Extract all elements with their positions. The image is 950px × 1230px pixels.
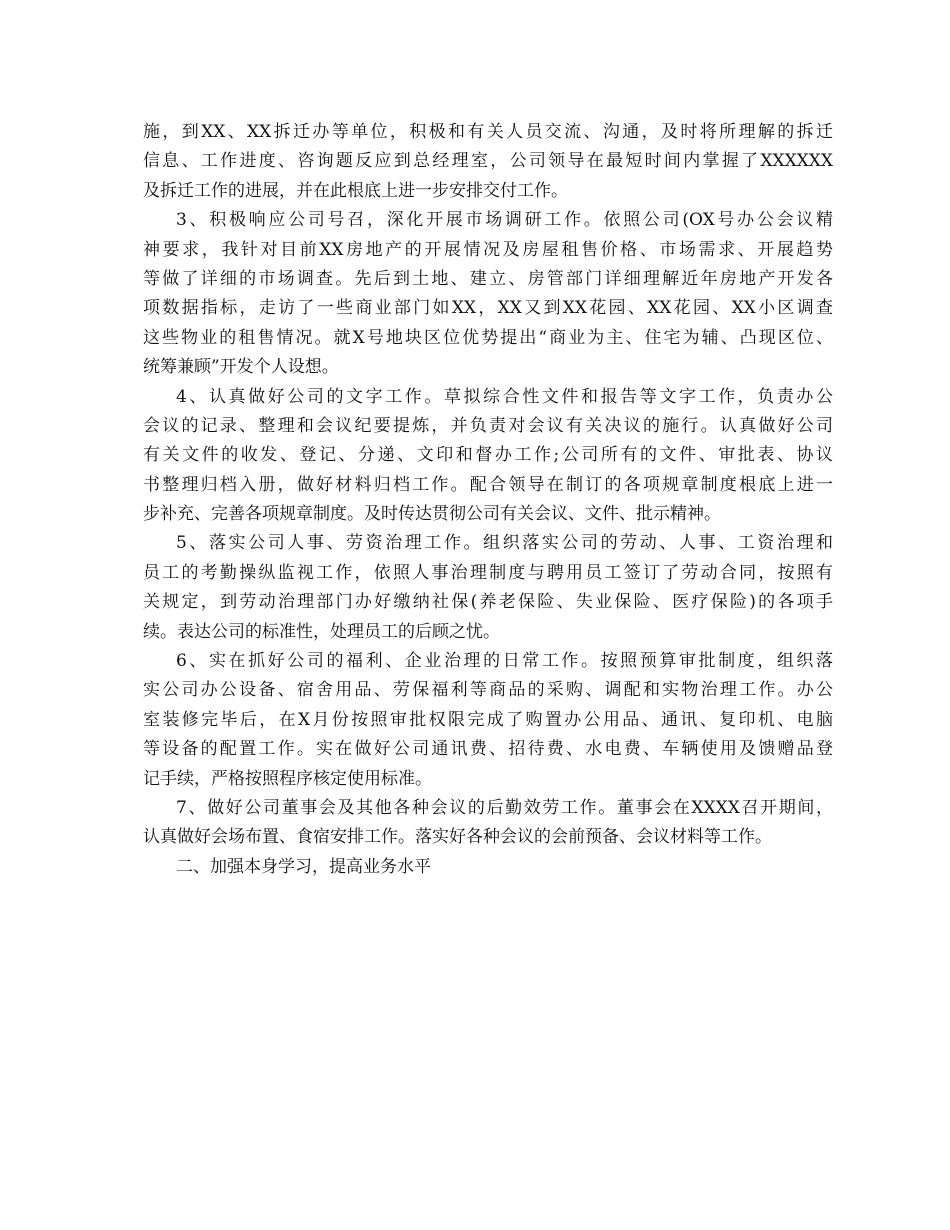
paragraph-start-line: 7、做好公司董事会及其他各种会议的后勤效劳工作。董事会在XXXX召开期间， [176,797,833,818]
text-line: 等做了详细的市场调查。先后到土地、建立、房管部门详细理解近年房地产开发各 [143,268,833,289]
text-line: 续。表达公司的标准性，处理员工的后顾之忧。 [143,621,500,642]
text-line: 这些物业的租售情况。就X号地块区位优势提出“商业为主、住宅为辅、凸现区位、 [143,327,833,348]
text-line: 书整理归档入册，做好材料归档工作。配合领导在制订的各项规章制度根底上进一 [143,474,833,495]
text-line: 室装修完毕后，在X月份按照审批权限完成了购置办公用品、通讯、复印机、电脑 [143,709,833,730]
text-line: 信息、工作进度、咨询题反应到总经理室，公司领导在最短时间内掌握了XXXXXX [143,151,833,172]
document-body [143,118,833,882]
text-line: 及拆迁工作的进展，并在此根底上进一步安排交付工作。 [143,180,568,201]
text-line: 施，到XX、XX拆迁办等单位，积极和有关人员交流、沟通，及时将所理解的拆迁 [143,122,833,142]
text-line: 项数据指标，走访了一些商业部门如XX，XX又到XX花园、XX花园、XX小区调查 [143,298,833,319]
text-line: 步补充、完善各项规章制度。及时传达贯彻公司有关会议、文件、批示精神。 [143,504,721,525]
text-line: 有关文件的收发、登记、分递、文印和督办工作;公司所有的文件、审批表、协议 [143,445,833,466]
text-line: 统筹兼顾”开发个人设想。 [143,357,339,378]
text-line: 会议的记录、整理和会议纪要提炼，并负责对会议有关决议的施行。认真做好公司 [143,415,833,436]
paragraph-start-line: 3、积极响应公司号召，深化开展市场调研工作。依照公司(OX号办公会议精 [176,210,833,231]
text-line: 实公司办公设备、宿舍用品、劳保福利等商品的采购、调配和实物治理工作。办公 [143,680,833,701]
paragraph-start-line: 4、认真做好公司的文字工作。草拟综合性文件和报告等文字工作，负责办公 [176,386,833,407]
paragraph-start-line: 5、落实公司人事、劳资治理工作。组织落实公司的劳动、人事、工资治理和 [176,533,833,554]
text-line: 员工的考勤操纵监视工作，依照人事治理制度与聘用员工签订了劳动合同，按照有 [143,562,833,583]
paragraph-start-line: 6、实在抓好公司的福利、企业治理的日常工作。按照预算审批制度，组织落 [176,651,833,672]
text-line: 关规定，到劳动治理部门办好缴纳社保(养老保险、失业保险、医疗保险)的各项手 [143,592,833,613]
section-heading: 二、加强本身学习，提高业务水平 [176,856,431,877]
text-line: 等设备的配置工作。实在做好公司通讯费、招待费、水电费、车辆使用及馈赠品登 [143,739,833,760]
text-line: 神要求，我针对目前XX房地产的开展情况及房屋租售价格、市场需求、开展趋势 [143,239,833,260]
text-line: 记手续，严格按照程序核定使用标准。 [143,768,432,789]
text-line: 认真做好会场布置、食宿安排工作。落实好各种会议的会前预备、会议材料等工作。 [143,827,772,848]
